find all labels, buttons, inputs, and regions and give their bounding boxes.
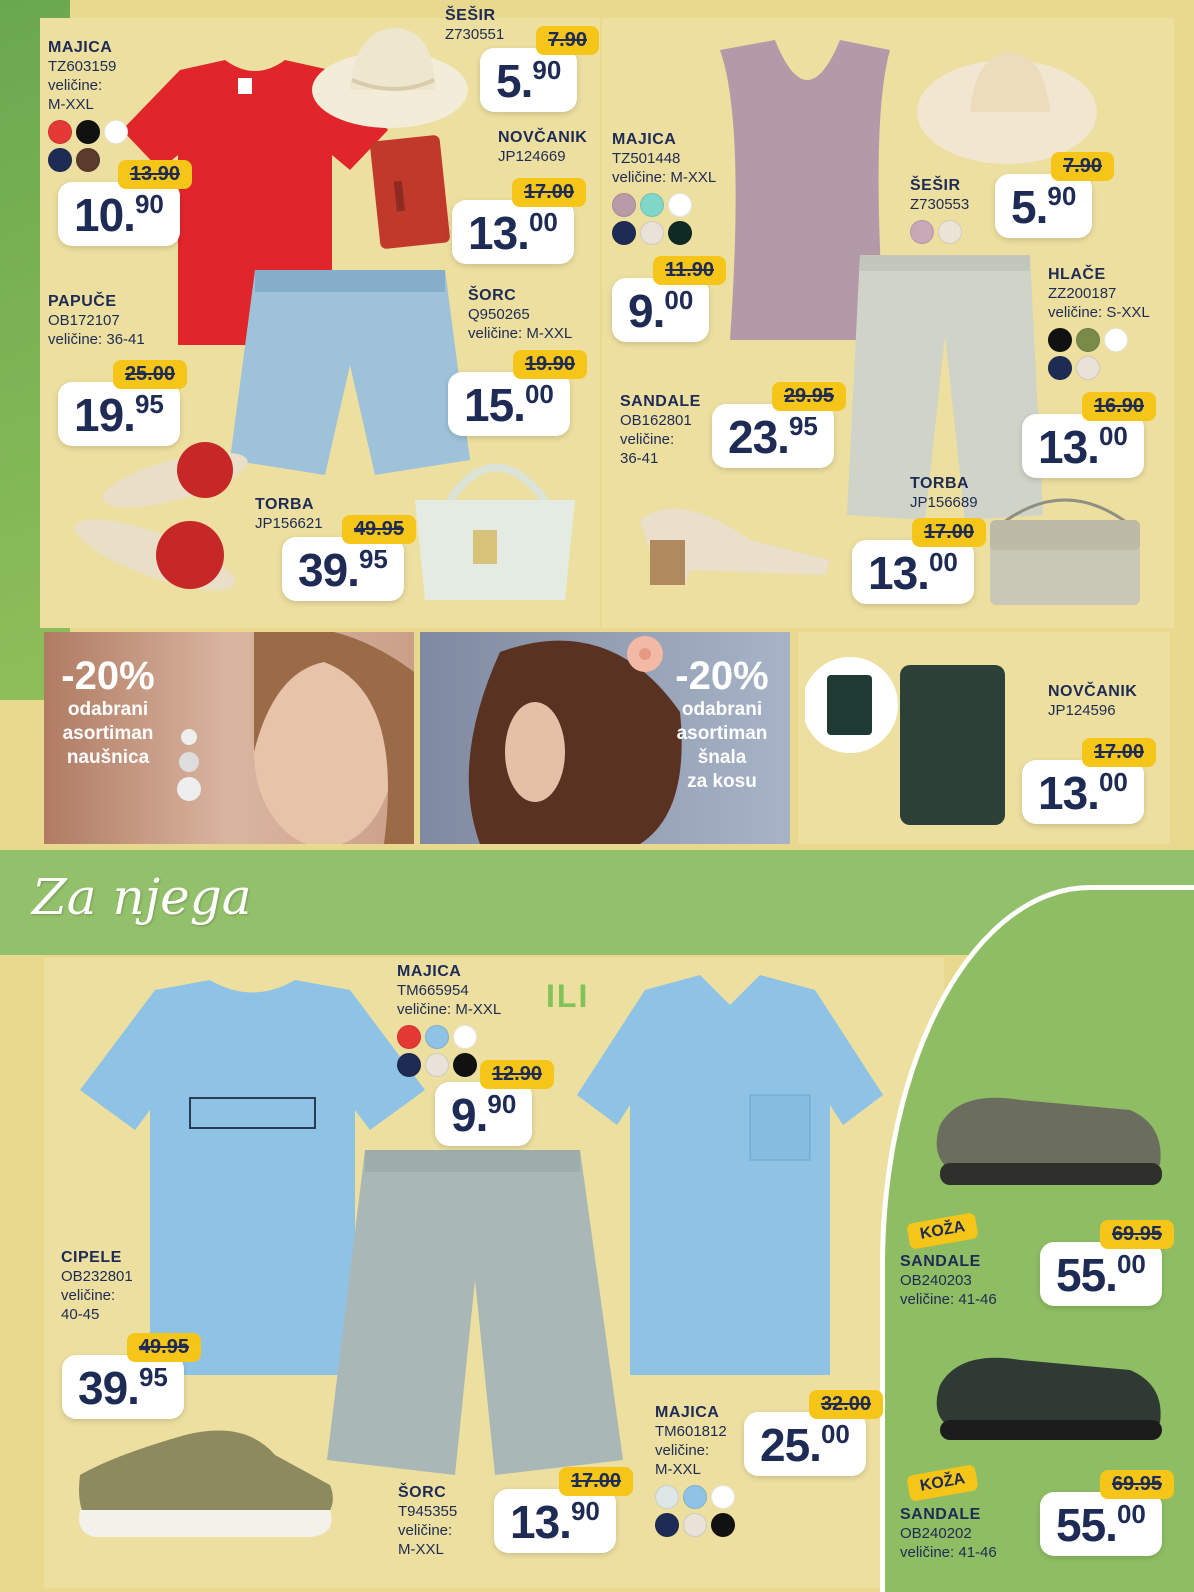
- new-price: 25.00: [744, 1412, 866, 1476]
- sizes-label: veličine:: [48, 77, 103, 94]
- color-swatch[interactable]: [1076, 328, 1100, 352]
- new-price: 13.00: [1022, 760, 1144, 824]
- new-price: 10.90: [58, 182, 180, 246]
- promo-line: šnala: [697, 747, 747, 768]
- sorc1-price: [448, 350, 583, 440]
- color-swatch[interactable]: [683, 1513, 707, 1537]
- black-leather-sandal-image: [930, 1345, 1170, 1455]
- color-swatch[interactable]: [640, 193, 664, 217]
- red-wallet-image: [365, 130, 450, 250]
- sizes-label: veličine:: [620, 431, 675, 448]
- product-name: SANDALE: [620, 393, 701, 410]
- torba1-price: [282, 515, 412, 605]
- color-swatch[interactable]: [655, 1513, 679, 1537]
- sizes-label: veličine:: [398, 1522, 453, 1539]
- sorc2-info: [398, 1483, 457, 1559]
- leather-badge: KOŽA: [906, 1464, 979, 1502]
- old-price: 25.00: [113, 360, 187, 389]
- old-price: 69.95: [1100, 1220, 1174, 1249]
- color-swatch[interactable]: [612, 193, 636, 217]
- new-price: 9.00: [612, 278, 709, 342]
- product-name: MAJICA: [655, 1404, 720, 1421]
- old-price: 32.00: [809, 1390, 883, 1419]
- sesir2-info: [910, 176, 969, 244]
- grey-shorts-image: [325, 1150, 625, 1480]
- old-price: 13.90: [118, 160, 192, 189]
- product-name: ŠEŠIR: [910, 177, 961, 194]
- color-swatch[interactable]: [1076, 356, 1100, 380]
- color-swatch[interactable]: [48, 120, 72, 144]
- old-price: 12.90: [480, 1060, 554, 1089]
- color-swatch[interactable]: [711, 1513, 735, 1537]
- old-price: 49.95: [342, 515, 416, 544]
- color-swatches: [910, 220, 969, 244]
- product-code: JP156621: [255, 515, 323, 532]
- sandale1-info: [620, 392, 701, 468]
- old-price: 7.90: [536, 26, 599, 55]
- promo-earrings[interactable]: [44, 632, 414, 844]
- product-name: MAJICA: [48, 39, 113, 56]
- sizes-value: veličine: M-XXL: [612, 169, 717, 186]
- old-price: 16.90: [1082, 392, 1156, 421]
- new-price: 55.00: [1040, 1242, 1162, 1306]
- hlace-price: [1022, 392, 1152, 482]
- promo-hair-clips[interactable]: [420, 632, 790, 844]
- product-name: SANDALE: [900, 1506, 981, 1523]
- old-price: 29.95: [772, 382, 846, 411]
- sizes-value: M-XXL: [48, 96, 94, 113]
- sizes-value: veličine: 36-41: [48, 331, 145, 348]
- new-price: 55.00: [1040, 1492, 1162, 1556]
- color-swatch[interactable]: [640, 221, 664, 245]
- product-name: MAJICA: [612, 131, 677, 148]
- novcanik1-info: [498, 128, 587, 166]
- color-swatches: [655, 1485, 735, 1537]
- papuce-info: [48, 292, 145, 349]
- old-price: 17.00: [1082, 738, 1156, 767]
- sizes-value: veličine: 41-46: [900, 1291, 997, 1308]
- beige-hat-image: [915, 40, 1100, 170]
- sizes-value: veličine: 41-46: [900, 1544, 997, 1561]
- product-name: TORBA: [910, 475, 970, 492]
- color-swatches: [1048, 328, 1150, 380]
- sandale3-price: [1040, 1470, 1170, 1560]
- product-code: OB172107: [48, 312, 120, 329]
- old-price: 17.00: [912, 518, 986, 547]
- papuce-price: [58, 360, 183, 450]
- color-swatch[interactable]: [453, 1025, 477, 1049]
- promo-line: asortiman: [676, 723, 768, 744]
- color-swatch[interactable]: [1048, 356, 1072, 380]
- color-swatch[interactable]: [683, 1485, 707, 1509]
- promo-line: odabrani: [681, 699, 763, 720]
- color-swatch[interactable]: [938, 220, 962, 244]
- old-price: 7.90: [1051, 152, 1114, 181]
- product-name: PAPUČE: [48, 293, 117, 310]
- sandale3-info: [900, 1505, 997, 1562]
- new-price: 23.95: [712, 404, 834, 468]
- discount-percent: -20%: [675, 654, 769, 698]
- promo-text: [662, 654, 782, 794]
- product-name: HLAČE: [1048, 266, 1106, 283]
- koza-badge-1: [908, 1218, 977, 1244]
- product-name: ŠEŠIR: [445, 7, 496, 24]
- product-code: Q950265: [468, 306, 530, 323]
- sizes-value: veličine: M-XXL: [397, 1001, 502, 1018]
- olive-sneaker-image: [75, 1415, 340, 1540]
- majica1-price: [58, 160, 188, 250]
- red-slippers-image: [55, 440, 250, 605]
- white-handbag-image: [405, 445, 585, 610]
- promo-line: asortiman: [62, 723, 154, 744]
- product-name: MAJICA: [397, 963, 462, 980]
- sizes-value: M-XXL: [398, 1541, 444, 1558]
- product-code: OB232801: [61, 1268, 133, 1285]
- product-name: TORBA: [255, 496, 315, 513]
- majica4-price: [744, 1390, 879, 1480]
- product-code: OB240202: [900, 1525, 972, 1542]
- torba2-price: [852, 518, 982, 608]
- sizes-value: veličine: M-XXL: [468, 325, 573, 342]
- new-price: 39.95: [282, 537, 404, 601]
- color-swatch[interactable]: [1104, 328, 1128, 352]
- product-code: ZZ200187: [1048, 285, 1117, 302]
- product-name: CIPELE: [61, 1249, 122, 1266]
- product-code: T945355: [398, 1503, 458, 1520]
- product-name: NOVČANIK: [498, 129, 588, 146]
- beige-sandal-image: [630, 480, 835, 590]
- promo-line: naušnica: [66, 747, 150, 768]
- product-code: TZ501448: [612, 150, 681, 167]
- new-price: 19.95: [58, 382, 180, 446]
- old-price: 19.90: [513, 350, 587, 379]
- sandale2-price: [1040, 1220, 1170, 1310]
- new-price: 15.00: [448, 372, 570, 436]
- sizes-value: 36-41: [620, 450, 659, 467]
- dark-green-wallet-image: [805, 640, 1005, 830]
- color-swatch[interactable]: [655, 1485, 679, 1509]
- new-price: 9.90: [435, 1082, 532, 1146]
- sandale2-info: [900, 1252, 997, 1309]
- product-name: ŠORC: [468, 287, 517, 304]
- color-swatch[interactable]: [397, 1053, 421, 1077]
- new-price: 5.90: [480, 48, 577, 112]
- color-swatch[interactable]: [910, 220, 934, 244]
- majica1-info: [48, 38, 128, 172]
- koza-badge-2: [908, 1470, 977, 1496]
- new-price: 13.00: [852, 540, 974, 604]
- new-price: 13.90: [494, 1489, 616, 1553]
- product-code: OB162801: [620, 412, 692, 429]
- product-code: OB240203: [900, 1272, 972, 1289]
- sizes-label: veličine:: [655, 1442, 710, 1459]
- color-swatch[interactable]: [76, 120, 100, 144]
- sizes-value: 40-45: [61, 1306, 100, 1323]
- color-swatch[interactable]: [612, 221, 636, 245]
- novcanik2-info: [1048, 682, 1137, 720]
- sesir2-price: [995, 152, 1110, 242]
- old-price: 49.95: [127, 1333, 201, 1362]
- majica2-info: [612, 130, 716, 245]
- discount-percent: -20%: [61, 654, 155, 698]
- grey-crossbody-bag-image: [985, 495, 1145, 610]
- new-price: 13.00: [452, 200, 574, 264]
- promo-text: [48, 654, 168, 770]
- old-price: 17.00: [512, 178, 586, 207]
- product-code: JP124596: [1048, 702, 1116, 719]
- sizes-value: veličine: S-XXL: [1048, 304, 1150, 321]
- product-code: Z730553: [910, 196, 970, 213]
- color-swatch[interactable]: [425, 1025, 449, 1049]
- leather-badge: KOŽA: [906, 1212, 979, 1250]
- color-swatch[interactable]: [711, 1485, 735, 1509]
- product-code: TM601812: [655, 1423, 727, 1440]
- product-name: SANDALE: [900, 1253, 981, 1270]
- product-name: ŠORC: [398, 1484, 447, 1501]
- old-price: 11.90: [653, 256, 726, 285]
- old-price: 69.95: [1100, 1470, 1174, 1499]
- color-swatch[interactable]: [104, 120, 128, 144]
- hlace-info: [1048, 265, 1150, 380]
- grey-leather-sandal-image: [930, 1085, 1170, 1200]
- product-code: TM665954: [397, 982, 469, 999]
- color-swatch[interactable]: [1048, 328, 1072, 352]
- product-code: JP156689: [910, 494, 978, 511]
- section-title: Za njega: [32, 868, 252, 926]
- sorc1-info: [468, 286, 572, 343]
- novcanik1-price: [452, 178, 582, 268]
- sandale1-price: [712, 382, 842, 472]
- product-code: JP124669: [498, 148, 566, 165]
- majica3-price: [435, 1060, 550, 1150]
- sorc2-price: [494, 1467, 629, 1557]
- majica2-price: [612, 256, 722, 346]
- new-price: 13.00: [1022, 414, 1144, 478]
- product-name: NOVČANIK: [1048, 683, 1138, 700]
- color-swatch[interactable]: [397, 1025, 421, 1049]
- torba2-info: [910, 474, 978, 512]
- sizes-value: M-XXL: [655, 1461, 701, 1478]
- color-swatch[interactable]: [668, 221, 692, 245]
- promo-line: za kosu: [687, 771, 757, 792]
- sesir1-price: [480, 26, 595, 116]
- majica4-info: [655, 1403, 735, 1537]
- ili-label: ILI: [546, 978, 590, 1014]
- new-price: 39.95: [62, 1355, 184, 1419]
- sizes-label: veličine:: [61, 1287, 116, 1304]
- product-code: Z730551: [445, 26, 505, 43]
- woman-face-image: [214, 632, 414, 844]
- product-code: TZ603159: [48, 58, 117, 75]
- color-swatches: [612, 193, 716, 245]
- color-swatch[interactable]: [668, 193, 692, 217]
- old-price: 17.00: [559, 1467, 633, 1496]
- cipele-price: [62, 1333, 197, 1423]
- new-price: 5.90: [995, 174, 1092, 238]
- earring-icon: [174, 727, 204, 807]
- cipele-info: [61, 1248, 133, 1324]
- novcanik2-price: [1022, 738, 1152, 828]
- promo-line: odabrani: [67, 699, 149, 720]
